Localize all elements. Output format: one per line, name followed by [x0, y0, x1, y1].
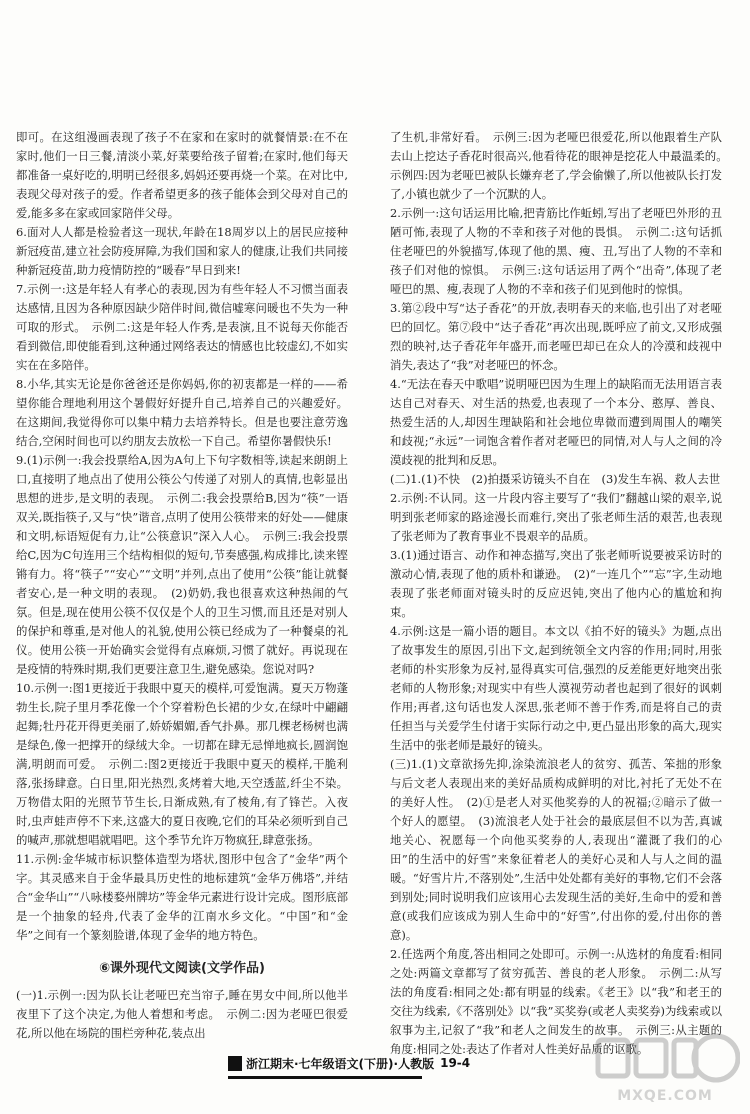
answer-paragraph: 4.示例:这是一篇小语的题目。本文以《拍不好的镜头》为题,点出了故事发生的原因,引出下文,起到统领全文内容的作用;同时,用张老师的朴实形象为反衬,显得真实可信,强烈的反差能更好地突出张老师的人物形象;对现实中有些人漠视劳动者也起到了很好的讽刺作用;再者,这句话也发人深思,张老师不善于作秀,而是将自己的责任担当与关爱学生付诸于实际行动之中,更凸显出形象的高大,现实生活中的张老师是最好的镜头。	[390, 624, 722, 752]
answer-paragraph: 9.(1)示例一:我会投票给A,因为A句上下句字数相等,读起来朗朗上口,直接明了地点出了使用公筷公勺传递了对别人的真情,也彰显出思想的进步,是文明的表现。 示例二:我会投票给B,因为“筷”一语双关,既指筷子,又与“快”谐音,点明了使用公筷带来的好处——健康和文明,标语短促有力,让“公筷意识”深入人心。 示例三:我会投票给C,因为C句连用三个结构相似的短句,节奏感强,构成排比,读来铿锵有力。将“筷子”“安心”“文明”并列,点出了使用“公筷”能让就餐者安心,是一种文明的表现。 (2)奶奶,我也很喜欢这种热闹的气氛。但是,现在使用公筷不仅仅是个人的卫生习惯,而且还是对别人的保护和尊重,是对他人的礼貌,使用公筷已经成为了一种餐桌的礼仪。使用公筷一开始确实会觉得有点麻烦,习惯了就好。再说现在是疫情的特殊时期,我们更要注意卫生,避免感染。您说对吗?	[16, 453, 348, 676]
answer-paragraph: 2.任选两个角度,答出相同之处即可。示例一:从选材的角度看:相同之处:两篇文章都写了贫穷孤苦、善良的老人形象。 示例二:从写法的角度看:相同之处:都有明显的线索。《老王》以“我”和老王的交往为线索,《不落别处》以“我”买奖券(或老人卖奖券)为线索或以叙事为主,记叙了“我”和老人之间发生的故事。 示例三:从主题的角度:相同之处:表达了作者对人性美好品质的讴歌。	[390, 947, 722, 1056]
answer-paragraph: 7.示例一:这是年轻人有孝心的表现,因为有些年轻人不习惯当面表达感情,且因为各种原因缺少陪伴时间,微信嘘寒问暖也不失为一种可取的形式。 示例二:这是年轻人作秀,是表演,且不说每天你能否看到微信,即使能看到,这种通过网络表达的情感也比较虚幻,不如实实在在多陪伴。	[16, 282, 348, 372]
footer-label: 浙江期末·七年级语文(下册)·人教版	[246, 1056, 435, 1071]
answer-paragraph: 6.面对人人都是检验者这一现状,年龄在18周岁以上的居民应接种新冠疫苗,建立社会防疫屏障,为我们国和家人的健康,让我们共同接种新冠疫苗,助力疫情防控的“暖春”早日到来!	[16, 225, 348, 277]
answer-paragraph: (一)1.示例一:因为队长让老哑巴充当帘子,睡在男女中间,所以他半夜里下了这个决定,为他人着想和考虑。 示例二:因为老哑巴很爱花,所以他在场院的围栏旁种花,装点出	[16, 988, 348, 1040]
answer-paragraph: 3.第②段中写“达子香花”的开放,表明春天的来临,也引出了对老哑巴的回忆。第⑦段中“达子香花”再次出现,既呼应了前文,又形成强烈的映衬,达子香花年年盛开,而老哑巴却已在众人的冷漠和歧视中消失,表达了“我”对老哑巴的怀念。	[390, 301, 722, 372]
right-column	[390, 128, 734, 1059]
answer-paragraph: 了生机,非常好看。 示例三:因为老哑巴很爱花,所以他跟着生产队去山上挖达子香花时很高兴,他看待花的眼神是挖花人中最温柔的。 示例四:因为老哑巴被队长嫌弃老了,学会偷懒了,所以他被队长打发了,小镇也就少了一个沉默的人。	[390, 130, 734, 201]
footer-rule	[228, 1076, 422, 1079]
answer-paragraph: 2.示例:不认同。这一片段内容主要写了“我们”翻越山梁的艰辛,说明到张老师家的路途漫长而难行,突出了张老师生活的艰苦,也表现了张老师为了教育事业不畏艰辛的品质。	[390, 491, 722, 543]
answer-paragraph: (三)1.(1)文章欲扬先抑,涂染流浪老人的贫穷、孤苦、笨拙的形象与后文老人表现出来的美好品质构成鲜明的对比,衬托了无处不在的美好人性。 (2)①是老人对买他奖券的人的祝福;②暗示了做一个好人的愿望。 (3)流浪老人处于社会的最底层但不以为苦,真诚地关心、祝愿每一个向他买奖券的人,表现出“灌溉了我们的心田”的生活中的好雪”来象征着老人的美好心灵和人与人之间的温暖。“好雪片片,不落别处”,生活中处处都有美好的事物,它们不会落到别处;同时说明我们应该用心去发现生活的美好,生命中的爱和善意(或我们应该成为别人生命中的“好雪”,付出你的爱,付出你的善意)。	[390, 757, 722, 942]
answer-paragraph: 10.示例一:图1更接近于我眼中夏天的模样,可爱饱满。夏天万物蓬勃生长,院子里月季花像一个个穿着粉色长裙的少女,在绿叶中翩翩起舞;牡丹花开得更美丽了,娇娇媚媚,香气扑鼻。那几棵老杨树也满是绿色,像一把撑开的绿绒大伞。一切都在肆无忌惮地疯长,圆润饱满,明朗而可爱。 示例二:图2更接近于我眼中夏天的模样,干脆利落,张扬肆意。白日里,阳光热烈,炙烤着大地,天空透蓝,纤尘不染。万物借太阳的光照节节生长,日渐成熟,有了棱角,有了锋芒。入夜时,虫声蛙声停不下来,这盛大的夏日夜晚,它们的耳朵必须听到自己的喊声,那就想唱就唱吧。这个季节允许万物疯狂,肆意张扬。	[16, 681, 348, 847]
left-answer-list	[16, 128, 348, 945]
page-footer	[228, 1052, 470, 1074]
answer-paragraph: 即可。在这组漫画表现了孩子不在家和在家时的就餐情景:在不在家时,他们一日三餐,清淡小菜,好菜要给孩子留着;在家时,他们每天都准备一桌好吃的,明明已经很多,妈妈还要再烧一个菜。在对比中,表现父母对孩子的爱。作者希望更多的孩子能体会到父母对自己的爱,能多多在家或回家陪伴父母。	[16, 130, 348, 220]
answer-paragraph: 11.示例:金华城市标识整体造型为塔状,图形中包含了“金华”两个字。其灵感来自于金华最具历史性的地标建筑“金华万佛塔”,并结合“金华山”“八咏楼婺州牌坊”等金华元素进行设计完成。图形底部是一个抽象的轻舟,代表了金华的江南水乡文化。“中国”和“金华”之间有一个篆刻脸谱,体现了金华的地方特色。	[16, 852, 348, 942]
answer-paragraph: (二)1.(1)不快 (2)拍摄采访镜头不自在 (3)发生车祸、救人去世	[390, 472, 721, 486]
page-number: 19-4	[440, 1056, 471, 1070]
answer-paragraph: 8.小华,其实无论是你爸爸还是你妈妈,你的初衷都是一样的——希望你能合理地利用这个暑假好好提升自己,培养自己的兴趣爱好。在这期间,我觉得你可以集中精力去培养特长。但是也要注意劳逸结合,空闲时间也可以约朋友去放松一下自己。希望你暑假快乐!	[16, 377, 348, 448]
answer-paragraph: 4.“无法在春天中歌唱”说明哑巴因为生理上的缺陷而无法用语言表达自己对春天、对生活的热爱,也表现了一个本分、憨厚、善良、热爱生活的人,却因生理缺陷和社会地位卑微而遭到周围人的嘲笑和歧视;“永远”一词饱含着作者对老哑巴的同情,对人与人之间的冷漠歧视的批判和反思。	[390, 377, 722, 467]
answer-paragraph: 3.(1)通过语言、动作和神态描写,突出了张老师听说要被采访时的激动心情,表现了他的质朴和谦逊。 (2)“一连几个”“忘”字,生动地表现了张老师面对镜头时的反应迟钝,突出了他内心的尴尬和拘束。	[390, 548, 722, 619]
left-column	[16, 128, 348, 1043]
watermark-text: MXQE.COM	[617, 1088, 713, 1104]
section-title: ⑥课外现代文阅读(文学作品)	[99, 961, 265, 976]
footer-block-icon	[228, 1056, 242, 1071]
answer-paragraph: 2.示例一:这句话运用比喻,把青筋比作蚯蚓,写出了老哑巴外形的丑陋可怖,表现了人物的不幸和孩子对他的畏惧。 示例二:这句话抓住老哑巴的外貌描写,体现了他的黑、瘦、丑,写出了人物的不幸和孩子们对他的惊惧。 示例三:这句话运用了两个“出奇”,体现了老哑巴的黑、瘦,表现了人物的不幸和孩子们见到他时的惊惧。	[390, 206, 722, 296]
